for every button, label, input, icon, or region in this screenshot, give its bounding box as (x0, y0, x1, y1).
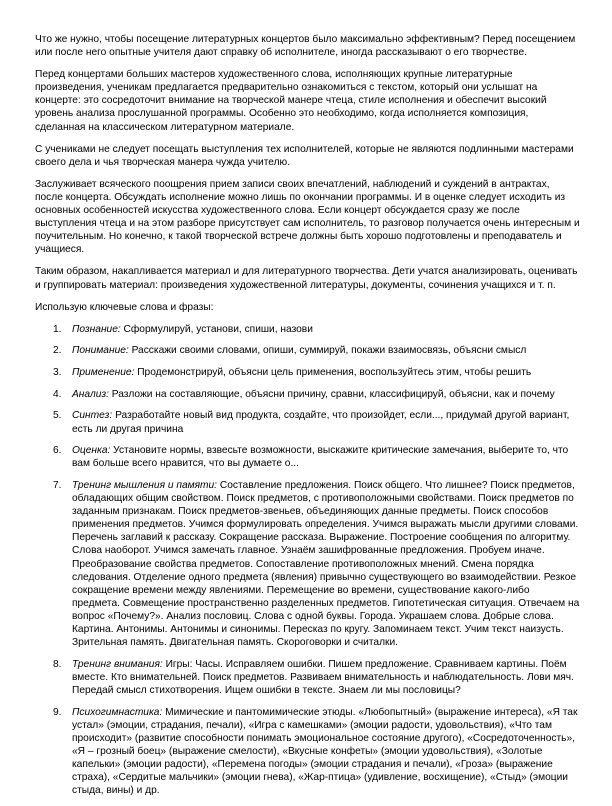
list-item-number: 1. (53, 323, 62, 335)
list-item-number: 7. (53, 480, 62, 491)
list-intro: Использую ключевые слова и фразы: (35, 301, 214, 313)
list-item (35, 409, 580, 435)
list-item-text: Игры: Часы. Исправляем ошибки. Пишем предложение. Сравниваем картины. Поём вместе. Кто внимательней. Поиск предметов. Развиваем внимательность и наблюдательность. Лови мяч. Передай смысл стихотворения. Ищем ошибки в тексте. Знаем ли мы пословицы? (72, 658, 574, 696)
paragraph-concert-preparation: Что же нужно, чтобы посещение литературных концертов было максимально эффективным? Перед посещением или после него опытные учителя дают справку об исполнителе, иногда рассказывают о его творчестве. (35, 34, 576, 59)
list-item (35, 323, 580, 336)
list-item-term: Тренинг мышления и памяти: (72, 480, 218, 491)
list-item-term: Понимание: (72, 345, 129, 357)
list-item (35, 444, 580, 470)
list-item-term: Применение: (72, 367, 135, 379)
paragraph-performer-choice: С учениками не следует посещать выступления тех исполнителей, которые не являются подлинными мастерами своего дела и чья творческая манера чужда учителю. (35, 143, 574, 168)
list-item-number: 3. (53, 367, 62, 379)
list-item-number: 5. (53, 410, 62, 422)
list-item-number: 8. (53, 658, 62, 670)
list-item (35, 658, 580, 697)
paragraph-material-accumulation: Таким образом, накапливается материал и для литературного творчества. Дети учатся анализировать, оценивать и группировать материал: произведения художественной литературы, документы, сочинения учащихся и т. п. (35, 266, 578, 291)
document-page (35, 33, 580, 806)
list-item-term: Познание: (72, 323, 121, 335)
list-item-term: Тренинг внимания: (72, 658, 163, 670)
keyword-list (35, 323, 580, 798)
list-item-number: 6. (53, 445, 62, 457)
list-item-number: 9. (53, 706, 62, 718)
list-item-text: Сформулируй, установи, спиши, назови (120, 323, 313, 335)
list-item-number: 2. (53, 345, 62, 357)
paragraph-master-concerts: Перед концертами больших мастеров художественного слова, исполняющих крупные литературные произведения, ученикам предлагается предварительно ознакомиться с текстом, который они услышат на концерте: это сосредоточит внимание на творческой манере чтеца, стиле исполнения и обеспечит высокий уровень анализа прослушанной программы. Особенно это необходимо, когда исполняется композиция, сделанная на классическом литературном материале. (35, 69, 547, 133)
list-item (35, 388, 580, 401)
list-item-term: Оценка: (72, 445, 111, 457)
list-item (35, 344, 580, 357)
list-item-number: 4. (53, 388, 62, 400)
list-item (35, 706, 580, 798)
list-item-term: Психогимнастика: (72, 706, 163, 718)
list-item-text: Продемонстрируй, объясни цель применения, воспользуйтесь этим, чтобы решить (134, 367, 532, 379)
list-item-text: Составление предложения. Поиск общего. Что лишнее? Поиск предметов, обладающих общим свойством. Поиск предметов, с противоположными свойствами. Поиск предметов по заданным признакам. Поиск предметов-звеньев, объединяющих данные предметы. Поиск способов применения предметов. Учимся формулировать определения. Учимся выражать мысли другими словами. Перечень заглавий к рассказу. Сокращение рассказа. Выражение. Построение сообщения по алгоритму. Слова наоборот. Учимся замечать главное. Узнаём зашифрованные предложения. Пробуем иначе. Преобразование свойства предметов. Сопоставление противоположных мнений. Смена порядка следования. Отделение одного предмета (явления) привычно существующего во взаимодействии. Резкое сокращение времени между явлениями. Перемещение во времени, существование какого-либо предмета. Совмещение пространственно разделенных предметов. Гипотетическая ситуация. Отвечаем на вопрос «Почему?». Анализ пословиц. Слова с одной буквы. Города. Украшаем слова. Добрые слова. Картина. Антонимы. Антонимы и синонимы. Пересказ по кругу. Запоминаем текст. Учим текст наизусть. Зрительная память. Двигательная память. Скороговорки и считалки. (72, 480, 580, 649)
list-item-text: Расскажи своими словами, опиши, суммируй, покажи взаимосвязь, объясни смысл (128, 345, 527, 357)
list-item-term: Анализ: (72, 388, 109, 400)
list-item (35, 366, 580, 379)
list-item-text: Мимические и пантомимические этюды. «Любопытный» (выражение интереса), «Я так устал» (эмоции, страдания, печали), «Игра с камешками» (эмоции радости, удовольствия), «Что там происходит» (развитие способности понимать эмоциональное состояние другого), «Сосредоточенность», «Я – грозный боец» (выражение смелости), «Вкусные конфеты» (эмоции удовольствия), «Золотые капельки» (эмоции радости), «Перемена погоды» (эмоции страдания и печали), «Гроза» (выражение страха), «Сердитые мальчики» (эмоции гнева), «Жар-птица» (удивление, восхищение), «Стыд» (эмоции стыда, вины) и др. (72, 706, 578, 797)
list-item-text: Разложи на составляющие, объясни причину, сравни, классифицируй, объясни, как и почему (108, 388, 555, 400)
list-item-text: Разработайте новый вид продукта, создайте, что произойдет, если..., придумай другой вариант, есть ли другая причина (72, 410, 570, 435)
paragraph-impressions-recording: Заслуживает всяческого поощрения прием записи своих впечатлений, наблюдений и суждений в антрактах, после концерта. Обсуждать исполнение можно лишь по окончании программы. И в оценке следует исходить из основных особенностей искусства художественного слова. Если концерт обсуждается сразу же после выступления чтеца и на этом разборе присутствует сам исполнитель, то разговор получается очень интересным и поучительным. Но конечно, к такой творческой встрече должны быть хорошо подготовлены и преподаватель и учащиеся. (35, 178, 580, 256)
list-item-term: Синтез: (72, 410, 113, 422)
list-item-text: Установите нормы, взвесьте возможности, выскажите критические замечания, выберите то, что вам больше всего нравится, что вы думаете о... (72, 445, 569, 470)
list-item (35, 479, 580, 649)
